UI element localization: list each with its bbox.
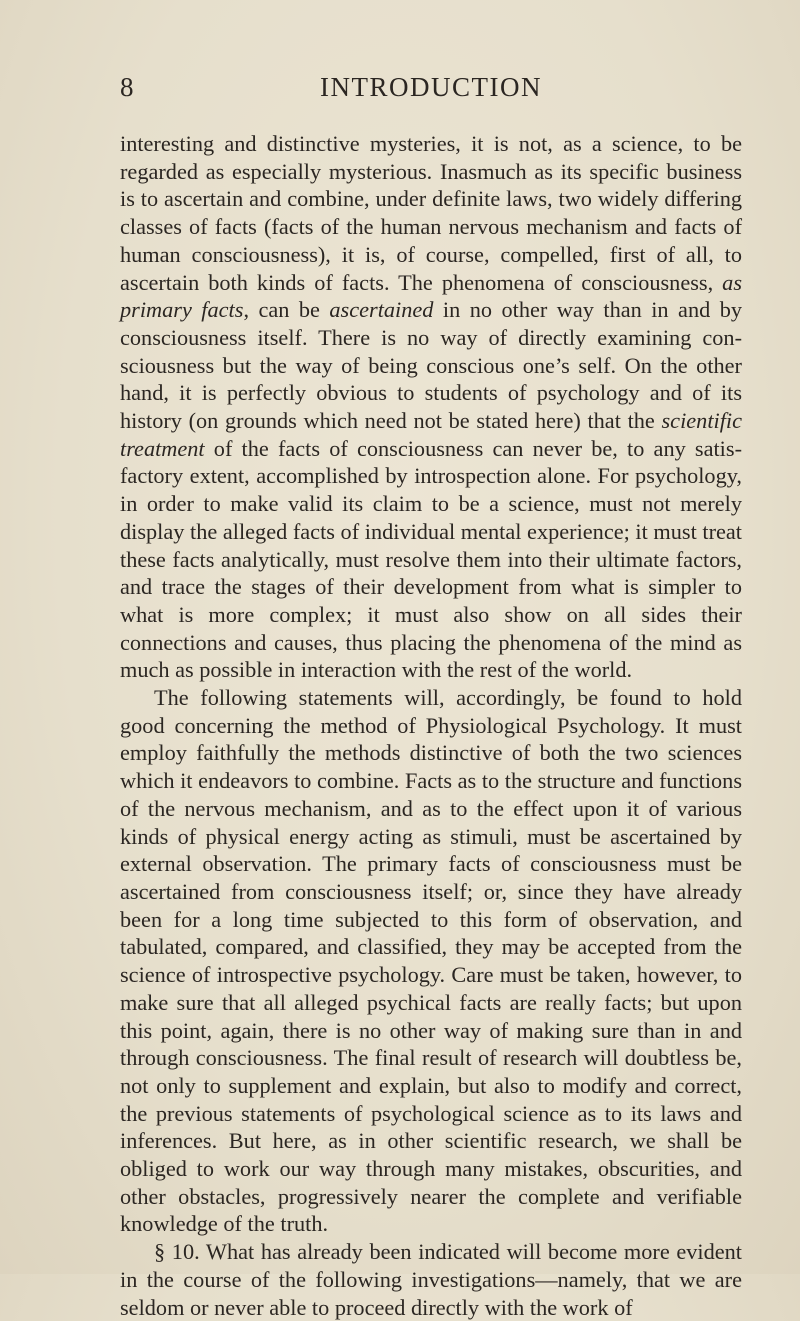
page-number: 8 (120, 72, 134, 102)
italic-run: scientific treatment (120, 408, 742, 461)
running-head: INTRODUCTION (320, 72, 542, 102)
text-run: , can be (243, 297, 330, 323)
paragraph-1 (120, 130, 742, 684)
italic-run: as primary facts (120, 269, 742, 323)
italic-run: ascertained (329, 297, 434, 323)
paragraph-3 (120, 1238, 742, 1321)
text-run: § 10. What has already been indicated will become more evident in the course of the following investigations—namely, that we are seldom or never able to proceed directly with the work of (120, 1239, 742, 1320)
text-run: of the facts of consciousness can never be, to any satisfactory extent, accomplished by introspection alone. For psychology, in order to make valid its claim to be a science, must not merely display the alleged facts of individual mental experience; it must treat these facts analytically, must resolve them into their ultimate factors, and trace the stages of their development from what is simpler to what is more complex; it must also show on all sides their connections and causes, thus placing the phenomena of the mind as much as possible in interaction with the rest of the world. (120, 435, 742, 683)
text-run: The following statements will, accordingly, be found to hold good concerning the method of Physiological Psychology. It must employ faithfully the methods distinctive of both the two sciences which it endeavors to combine. Facts as to the structure and functions of the nervous mechanism, and as to the effect upon it of various kinds of physical energy acting as stimuli, must be ascertained by external observation. The primary facts of consciousness must be ascertained from consciousness itself; or, since they have already been for a long time subjected to this form of observation, and tabulated, compared, and classified, they may be accepted from the science of introspective psychology. Care must be taken, however, to make sure that all alleged psychical facts are really facts; but upon this point, again, there is no other way of making sure than in and through consciousness. The final result of research will doubtless be, not only to supplement and explain, but also to modify and correct, the previous statements of psychological science as to its laws and inferences. But here, as in other scientific research, we shall be obliged to work our way through many mistakes, obscurities, and other obstacles, progressively nearer the complete and verifiable knowledge of the truth. (120, 685, 742, 1237)
text-run: in no other way than in and by consciousness itself. There is no way of directly examining consciousness but the way of being conscious one’s self. On the other hand, it is perfectly obvious to students of psychology and of its history (on grounds which need not be stated here) that the (120, 297, 742, 434)
body-text (120, 130, 742, 1321)
text-run: interesting and distinctive mysteries, it is not, as a science, to be regarded as especially mysterious. Inasmuch as its specific business is to ascertain and combine, under definite laws, two widely differing classes of facts (facts of the human nervous mechanism and facts of human consciousness), it is, of course, compelled, first of all, to ascertain both kinds of facts. The phenomena of consciousness, (120, 131, 742, 295)
page-header (120, 72, 740, 106)
paragraph-2 (120, 684, 742, 1238)
